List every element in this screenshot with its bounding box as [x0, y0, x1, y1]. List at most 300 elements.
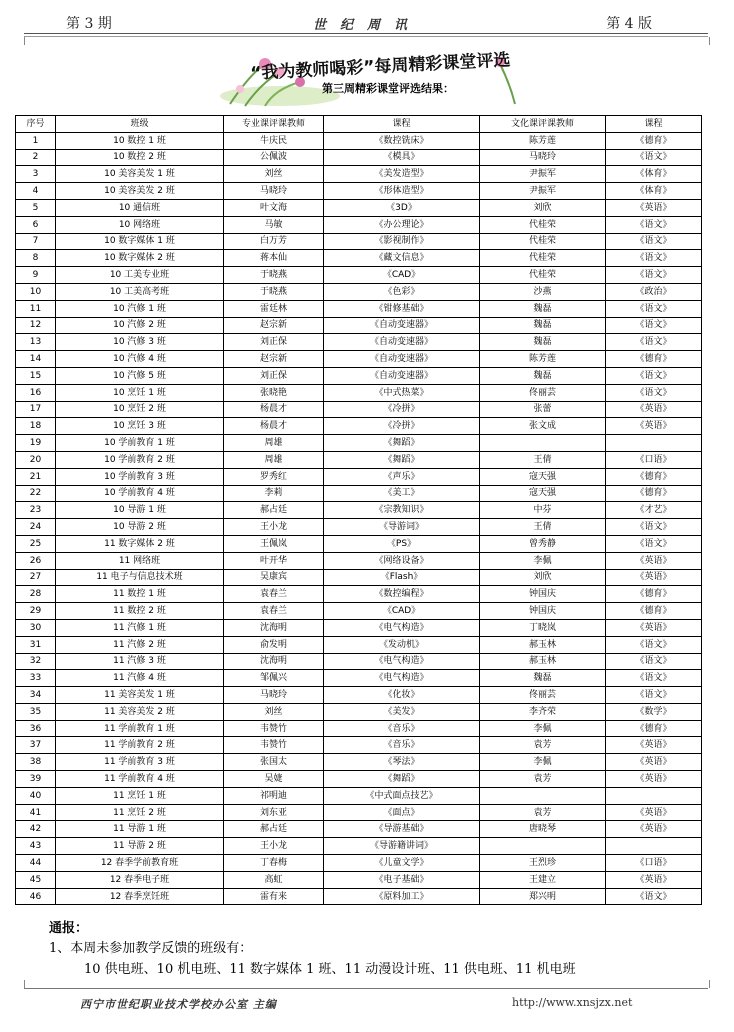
table-cell: 14: [16, 351, 56, 368]
table-cell: 曾秀静: [480, 535, 606, 552]
table-cell: 5: [16, 199, 56, 216]
table-cell: 1: [16, 132, 56, 149]
table-cell: 10 工美高考班: [56, 283, 224, 300]
table-cell: 10 烹饪 2 班: [56, 401, 224, 418]
table-cell: 雷有来: [224, 888, 324, 905]
table-row: [16, 670, 702, 687]
table-cell: 刘欣: [480, 199, 606, 216]
table-cell: 41: [16, 804, 56, 821]
table-row: [16, 351, 702, 368]
table-cell: 《德育》: [606, 485, 702, 502]
table-cell: 《德育》: [606, 603, 702, 620]
notice-item-detail: 10 供电班、10 机电班、11 数字媒体 1 班、11 动漫设计班、11 供电班、11 机电班: [84, 962, 576, 977]
table-cell: 《导游籍讲词》: [324, 838, 480, 855]
table-cell: 《语文》: [606, 519, 702, 536]
table-cell: 《语文》: [606, 317, 702, 334]
table-cell: 寇天强: [480, 468, 606, 485]
table-row: [16, 569, 702, 586]
table-cell: 《电子基础》: [324, 871, 480, 888]
table-row: [16, 787, 702, 804]
table-cell: 邹佩兴: [224, 670, 324, 687]
table-cell: 刘欣: [480, 569, 606, 586]
table-cell: 尹振军: [480, 166, 606, 183]
table-cell: 刘东亚: [224, 804, 324, 821]
table-cell: 《美发》: [324, 703, 480, 720]
table-cell: 12 春季烹饪班: [56, 888, 224, 905]
header-corner-left: [24, 37, 43, 45]
table-row: [16, 233, 702, 250]
table-cell: 10 美容美发 2 班: [56, 183, 224, 200]
table-row: [16, 838, 702, 855]
table-cell: 《数学》: [606, 703, 702, 720]
table-cell: 40: [16, 787, 56, 804]
table-cell: 43: [16, 838, 56, 855]
table-cell: 38: [16, 754, 56, 771]
table-cell: 《英语》: [606, 754, 702, 771]
table-cell: 《语文》: [606, 300, 702, 317]
table-cell: 17: [16, 401, 56, 418]
table-cell: 《美发造型》: [324, 166, 480, 183]
table-row: [16, 821, 702, 838]
table-cell: 28: [16, 586, 56, 603]
table-cell: 10 导游 2 班: [56, 519, 224, 536]
table-cell: 《语文》: [606, 653, 702, 670]
table-cell: 18: [16, 418, 56, 435]
table-cell: 刘丝: [224, 703, 324, 720]
table-cell: 12 春季学前教育班: [56, 855, 224, 872]
table-cell: 中芬: [480, 502, 606, 519]
footer-website-link[interactable]: http://www.xnsjzx.net: [512, 996, 633, 1009]
table-row: [16, 334, 702, 351]
table-cell: 15: [16, 367, 56, 384]
table-cell: 《口语》: [606, 451, 702, 468]
table-cell: 10 网络班: [56, 216, 224, 233]
table-cell: 李佩: [480, 754, 606, 771]
table-cell: 《藏文信息》: [324, 250, 480, 267]
table-cell: 6: [16, 216, 56, 233]
table-cell: 《冷拼》: [324, 418, 480, 435]
table-cell: 王小龙: [224, 519, 324, 536]
table-cell: 《冷拼》: [324, 401, 480, 418]
table-row: [16, 720, 702, 737]
table-cell: 11: [16, 300, 56, 317]
table-cell: 11 烹饪 1 班: [56, 787, 224, 804]
column-header: 序号: [16, 116, 56, 133]
table-cell: 《中式热菜》: [324, 384, 480, 401]
table-cell: 吴康宾: [224, 569, 324, 586]
table-cell: 《英语》: [606, 737, 702, 754]
table-cell: 袁芳: [480, 771, 606, 788]
table-cell: 赵宗新: [224, 317, 324, 334]
table-cell: 36: [16, 720, 56, 737]
table-cell: 《体育》: [606, 183, 702, 200]
table-cell: 《德育》: [606, 586, 702, 603]
table-cell: 袁芳: [480, 737, 606, 754]
table-cell: 《口语》: [606, 855, 702, 872]
table-cell: 19: [16, 435, 56, 452]
table-cell: 11 导游 2 班: [56, 838, 224, 855]
table-cell: 44: [16, 855, 56, 872]
table-cell: 8: [16, 250, 56, 267]
table-cell: 代桂荣: [480, 233, 606, 250]
table-row: [16, 871, 702, 888]
table-cell: 23: [16, 502, 56, 519]
table-cell: 《德育》: [606, 468, 702, 485]
table-cell: 10 汽修 5 班: [56, 367, 224, 384]
table-cell: 29: [16, 603, 56, 620]
table-cell: [606, 838, 702, 855]
table-cell: 《语文》: [606, 636, 702, 653]
table-cell: 王倩: [480, 451, 606, 468]
table-cell: 魏磊: [480, 367, 606, 384]
table-cell: 11 烹饪 2 班: [56, 804, 224, 821]
table-cell: 《语文》: [606, 670, 702, 687]
table-cell: 10 烹饪 1 班: [56, 384, 224, 401]
table-cell: 20: [16, 451, 56, 468]
table-cell: 魏磊: [480, 670, 606, 687]
table-cell: 《语文》: [606, 250, 702, 267]
table-cell: 牛庆民: [224, 132, 324, 149]
table-cell: 马晓玲: [224, 183, 324, 200]
table-row: [16, 502, 702, 519]
table-cell: 《数控编程》: [324, 586, 480, 603]
notice-title: 通报：: [49, 921, 89, 936]
table-row: [16, 535, 702, 552]
table-row: [16, 317, 702, 334]
evaluation-results-table: [15, 115, 702, 905]
table-cell: 11 导游 1 班: [56, 821, 224, 838]
table-cell: 张国太: [224, 754, 324, 771]
table-cell: 《体育》: [606, 166, 702, 183]
table-cell: 《舞蹈》: [324, 771, 480, 788]
table-cell: 10 导游 1 班: [56, 502, 224, 519]
table-cell: 马敏: [224, 216, 324, 233]
table-cell: 寇天强: [480, 485, 606, 502]
table-cell: [606, 787, 702, 804]
table-cell: 39: [16, 771, 56, 788]
table-cell: 《德育》: [606, 351, 702, 368]
table-row: [16, 267, 702, 284]
table-cell: 韦赞竹: [224, 737, 324, 754]
page-number-right: 第 4 版: [606, 16, 652, 32]
table-cell: 《导游基础》: [324, 821, 480, 838]
table-cell: 王烈珍: [480, 855, 606, 872]
table-cell: 《面点》: [324, 804, 480, 821]
table-cell: 21: [16, 468, 56, 485]
table-row: [16, 435, 702, 452]
table-cell: 王小龙: [224, 838, 324, 855]
table-cell: 10 学前教育 3 班: [56, 468, 224, 485]
footer-publisher: 西宁市世纪职业技术学校办公室 主编: [80, 998, 277, 1011]
table-cell: 高虹: [224, 871, 324, 888]
footer-corner-right: [691, 980, 710, 988]
table-row: [16, 754, 702, 771]
table-header-row: [16, 116, 702, 133]
table-cell: 《网络设备》: [324, 552, 480, 569]
table-cell: 叶开华: [224, 552, 324, 569]
table-cell: 王佩岚: [224, 535, 324, 552]
table-row: [16, 552, 702, 569]
table-cell: 12 春季电子班: [56, 871, 224, 888]
table-cell: 于晓燕: [224, 267, 324, 284]
table-cell: 刘正保: [224, 367, 324, 384]
table-cell: 《语文》: [606, 149, 702, 166]
table-row: [16, 166, 702, 183]
table-cell: 7: [16, 233, 56, 250]
table-cell: 蒋本仙: [224, 250, 324, 267]
table-cell: 10 工美专业班: [56, 267, 224, 284]
table-cell: 《英语》: [606, 401, 702, 418]
table-row: [16, 468, 702, 485]
issue-number-left: 第 3 期: [66, 16, 112, 32]
table-cell: 《影视制作》: [324, 233, 480, 250]
table-cell: 钟国庆: [480, 586, 606, 603]
table-row: [16, 199, 702, 216]
table-cell: 李莉: [224, 485, 324, 502]
table-cell: 《原料加工》: [324, 888, 480, 905]
table-cell: 46: [16, 888, 56, 905]
table-cell: 张晓艳: [224, 384, 324, 401]
table-cell: 《化妆》: [324, 687, 480, 704]
table-cell: 11 网络班: [56, 552, 224, 569]
table-cell: 雷廷林: [224, 300, 324, 317]
table-cell: 《政治》: [606, 283, 702, 300]
table-cell: 丁春梅: [224, 855, 324, 872]
table-cell: 周雄: [224, 451, 324, 468]
header-rule: [24, 33, 708, 34]
column-header: 文化课评课教师: [480, 116, 606, 133]
table-cell: 《语文》: [606, 535, 702, 552]
table-cell: 11 数控 1 班: [56, 586, 224, 603]
table-cell: 《CAD》: [324, 267, 480, 284]
table-cell: 31: [16, 636, 56, 653]
table-row: [16, 485, 702, 502]
table-cell: 陈芳莲: [480, 132, 606, 149]
table-cell: 吴婕: [224, 771, 324, 788]
table-cell: 《PS》: [324, 535, 480, 552]
table-cell: [480, 787, 606, 804]
table-cell: 11 学前教育 4 班: [56, 771, 224, 788]
table-cell: 10 烹饪 3 班: [56, 418, 224, 435]
table-cell: 代桂荣: [480, 267, 606, 284]
table-cell: 《才艺》: [606, 502, 702, 519]
table-cell: 10 数控 2 班: [56, 149, 224, 166]
table-cell: 《形体造型》: [324, 183, 480, 200]
table-row: [16, 888, 702, 905]
table-cell: 魏磊: [480, 334, 606, 351]
table-cell: 10 数控 1 班: [56, 132, 224, 149]
table-cell: 马晓玲: [224, 687, 324, 704]
table-cell: 16: [16, 384, 56, 401]
table-cell: 11 美容美发 1 班: [56, 687, 224, 704]
table-cell: 《电气构造》: [324, 670, 480, 687]
table-cell: 张文成: [480, 418, 606, 435]
table-row: [16, 687, 702, 704]
table-cell: 11 学前教育 1 班: [56, 720, 224, 737]
table-cell: 《3D》: [324, 199, 480, 216]
table-cell: 丁晓岚: [480, 619, 606, 636]
table-cell: 《英语》: [606, 569, 702, 586]
table-cell: 11 数控 2 班: [56, 603, 224, 620]
table-cell: 郝玉林: [480, 653, 606, 670]
table-row: [16, 183, 702, 200]
table-cell: 沈海明: [224, 653, 324, 670]
notice-item: 1、本周未参加教学反馈的班级有：: [49, 941, 253, 956]
table-cell: 《自动变速器》: [324, 367, 480, 384]
table-cell: 白万芳: [224, 233, 324, 250]
table-cell: 李齐荣: [480, 703, 606, 720]
table-cell: 《英语》: [606, 804, 702, 821]
table-cell: 10 汽修 2 班: [56, 317, 224, 334]
table-row: [16, 401, 702, 418]
table-cell: 公佩波: [224, 149, 324, 166]
table-row: [16, 132, 702, 149]
table-cell: 11 电子与信息技术班: [56, 569, 224, 586]
table-cell: 代桂荣: [480, 250, 606, 267]
table-cell: 《语文》: [606, 687, 702, 704]
table-cell: 杨晨才: [224, 418, 324, 435]
table-cell: 25: [16, 535, 56, 552]
table-cell: 35: [16, 703, 56, 720]
table-cell: 《儿童文学》: [324, 855, 480, 872]
footer-corner-left: [24, 980, 43, 988]
table-cell: 《音乐》: [324, 737, 480, 754]
table-cell: 郝玉林: [480, 636, 606, 653]
table-cell: 《德育》: [606, 132, 702, 149]
table-cell: 于晓燕: [224, 283, 324, 300]
table-row: [16, 300, 702, 317]
table-cell: 42: [16, 821, 56, 838]
table-cell: 钟国庆: [480, 603, 606, 620]
table-cell: 《英语》: [606, 199, 702, 216]
table-cell: 罗秀红: [224, 468, 324, 485]
table-cell: 唐晓琴: [480, 821, 606, 838]
table-row: [16, 250, 702, 267]
table-cell: 沙燕: [480, 283, 606, 300]
table-row: [16, 703, 702, 720]
table-cell: 叶文海: [224, 199, 324, 216]
table-cell: 郝占廷: [224, 821, 324, 838]
table-cell: 《英语》: [606, 771, 702, 788]
table-row: [16, 804, 702, 821]
header-rule-secondary: [24, 36, 708, 37]
article-banner: [210, 44, 550, 110]
table-cell: 张蕾: [480, 401, 606, 418]
table-cell: 《德育》: [606, 720, 702, 737]
table-row: [16, 603, 702, 620]
table-cell: 27: [16, 569, 56, 586]
table-cell: 《数控铣床》: [324, 132, 480, 149]
table-cell: 3: [16, 166, 56, 183]
table-cell: [480, 838, 606, 855]
table-cell: 12: [16, 317, 56, 334]
table-cell: 11 美容美发 2 班: [56, 703, 224, 720]
table-cell: 《Flash》: [324, 569, 480, 586]
table-cell: 33: [16, 670, 56, 687]
table-cell: 10 数字媒体 1 班: [56, 233, 224, 250]
table-cell: 王建立: [480, 871, 606, 888]
table-row: [16, 367, 702, 384]
table-cell: 《办公理论》: [324, 216, 480, 233]
table-cell: 《舞蹈》: [324, 435, 480, 452]
table-cell: 《琴法》: [324, 754, 480, 771]
table-cell: 10: [16, 283, 56, 300]
table-cell: 10 美容美发 1 班: [56, 166, 224, 183]
table-cell: 魏磊: [480, 300, 606, 317]
table-cell: 《CAD》: [324, 603, 480, 620]
table-cell: 32: [16, 653, 56, 670]
table-row: [16, 216, 702, 233]
table-cell: 袁春兰: [224, 586, 324, 603]
table-cell: 45: [16, 871, 56, 888]
table-cell: 《声乐》: [324, 468, 480, 485]
table-cell: 《电气构造》: [324, 619, 480, 636]
column-header: 课程: [606, 116, 702, 133]
table-cell: 《宗教知识》: [324, 502, 480, 519]
table-cell: 《电气构造》: [324, 653, 480, 670]
table-cell: 10 通信班: [56, 199, 224, 216]
table-cell: 《舞蹈》: [324, 451, 480, 468]
table-cell: 11 数字媒体 2 班: [56, 535, 224, 552]
table-cell: 10 学前教育 1 班: [56, 435, 224, 452]
table-cell: 《语文》: [606, 216, 702, 233]
table-row: [16, 149, 702, 166]
table-cell: 9: [16, 267, 56, 284]
table-cell: 10 汽修 3 班: [56, 334, 224, 351]
table-cell: 10 汽修 4 班: [56, 351, 224, 368]
table-row: [16, 636, 702, 653]
table-cell: 《音乐》: [324, 720, 480, 737]
header-corner-right: [691, 37, 710, 45]
table-cell: 《自动变速器》: [324, 317, 480, 334]
table-row: [16, 451, 702, 468]
table-cell: 《英语》: [606, 871, 702, 888]
table-cell: 10 学前教育 4 班: [56, 485, 224, 502]
banner-title: “我为教师喝彩”每周精彩课堂评选: [249, 50, 511, 84]
table-cell: 4: [16, 183, 56, 200]
banner-subtitle: 第三周精彩课堂评选结果：: [322, 82, 454, 95]
table-cell: 《英语》: [606, 619, 702, 636]
table-cell: 10 数字媒体 2 班: [56, 250, 224, 267]
table-cell: 11 汽修 3 班: [56, 653, 224, 670]
table-cell: [480, 435, 606, 452]
table-cell: 《钳修基础》: [324, 300, 480, 317]
table-cell: 马晓玲: [480, 149, 606, 166]
column-header: 课程: [324, 116, 480, 133]
table-cell: 王倩: [480, 519, 606, 536]
table-cell: 30: [16, 619, 56, 636]
table-cell: 袁春兰: [224, 603, 324, 620]
table-cell: 11 汽修 4 班: [56, 670, 224, 687]
table-cell: 《模具》: [324, 149, 480, 166]
table-row: [16, 586, 702, 603]
table-cell: 刘正保: [224, 334, 324, 351]
table-cell: 俞发明: [224, 636, 324, 653]
table-row: [16, 283, 702, 300]
table-cell: 李佩: [480, 720, 606, 737]
table-cell: 《语文》: [606, 267, 702, 284]
table-cell: 韦赞竹: [224, 720, 324, 737]
table-cell: 《英语》: [606, 552, 702, 569]
table-cell: 《发动机》: [324, 636, 480, 653]
footer-rule: [24, 988, 708, 989]
table-cell: 赵宗新: [224, 351, 324, 368]
table-cell: 34: [16, 687, 56, 704]
table-cell: 《语文》: [606, 384, 702, 401]
table-cell: 37: [16, 737, 56, 754]
table-row: [16, 519, 702, 536]
table-cell: 2: [16, 149, 56, 166]
